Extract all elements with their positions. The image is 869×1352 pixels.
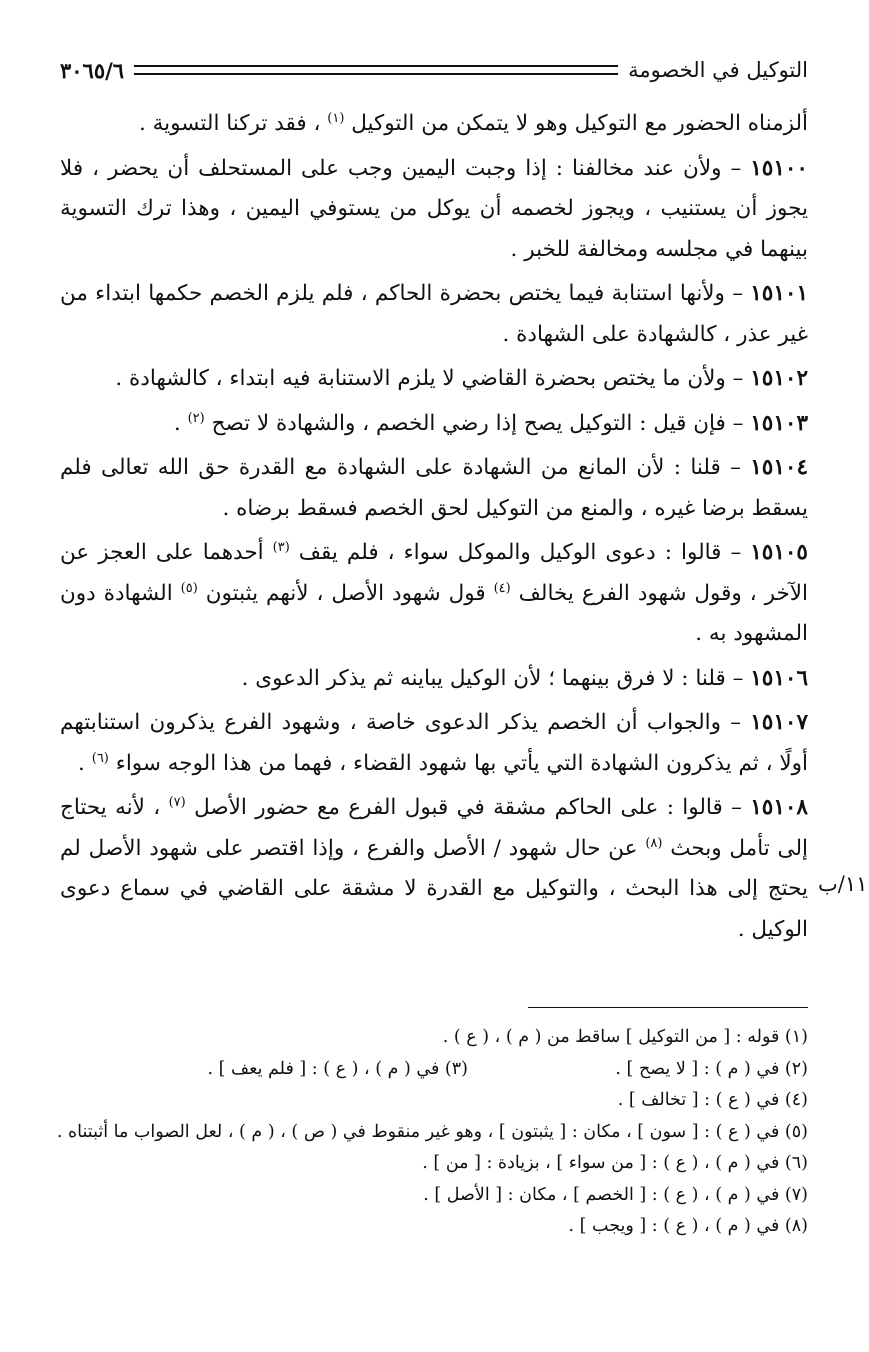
footnote-ref: (٧) [168,794,186,810]
footnote: (٨) في ( م ) ، ( ع ) : [ ويجب ] . [568,1216,808,1236]
paragraph-number: ١٥١٠٨ [750,795,808,820]
footnote: (٧) في ( م ) ، ( ع ) : [ الخصم ] ، مكان : [ الأصل ] . [423,1184,808,1205]
paragraph-number: ١٥١٠٦ [750,665,808,691]
paragraph-number: ١٥١٠١ [750,281,808,306]
footnote-ref: (١) [327,110,345,126]
paragraph-number: ١٥١٠٤ [750,455,808,480]
paragraph-number: ١٥١٠٧ [750,710,808,735]
running-title: التوكيل في الخصومة [628,58,808,82]
paragraph: ١٥١٠٣ – فإن قيل : التوكيل يصح إذا رضي الخصم ، والشهادة لا تصح $^{(٢)}$ . [173,410,808,436]
header-rule [134,65,618,75]
main-text [60,104,808,954]
page-number: ٣٠٦٥/٦ [60,57,125,83]
footnote: (٦) في ( م ) ، ( ع ) : [ من سواء ] ، بزيادة : [ من ] . [422,1153,808,1173]
paragraph: ١٥١٠٥ – قالوا : دعوى الوكيل والموكل سواء ، فلم يقف $^{(٣)}$ أحدهما على العجز عن الآخر ، وقول شهود الفرع يخالف $^{(٤)}$ قول شهود الأصل ، لأنهم يثبتون $^{(٥)}$ الشهادة دون المشهود به . [60,539,809,646]
page-header [60,50,808,90]
paragraph-number: ١٥١٠٣ [750,410,808,436]
footnote-ref: (٨) [645,835,663,851]
paragraph: ألزمناه الحضور مع التوكيل وهو لا يتمكن من التوكيل $^{(١)}$ ، فقد تركنا التسوية . [138,110,808,136]
footnote-ref: (٦) [91,750,109,766]
footnote: (٢) في ( م ) : [ لا يصح ] . [615,1058,808,1079]
footnote-ref: (٣) [272,539,290,555]
paragraph: ١٥١٠٦ – قلنا : لا فرق بينهما ؛ لأن الوكيل يباينه ثم يذكر الدعوى . [241,665,808,691]
manuscript-folio-marker: ١١/ب [818,872,868,896]
paragraph: ١٥١٠٧ – والجواب أن الخصم يذكر الدعوى خاصة ، وشهود الفرع يذكرون استنابتهم أولًا ، ثم يذكرون الشهادة التي يأتي بها شهود القضاء ، فهما من هذا الوجه سواء $^{(٦)}$ . [60,710,808,776]
footnote: (١) قوله : [ من التوكيل ] ساقط من ( م ) ، ( ع ) . [442,1027,808,1047]
paragraph-number: ١٥١٠٠ [750,155,808,181]
footnote: (٥) في ( ع ) : [ سون ] ، مكان : [ يثبتون ] ، وهو غير منقوط في ( ص ) ، ( م ) ، لعل الصواب ما أثبتناه . [56,1121,808,1142]
footnote-ref: (٢) [187,410,205,426]
paragraph: ١٥١٠٤ – قلنا : لأن المانع من الشهادة على الشهادة مع القدرة حق الله تعالى فلم يسقط برضا غيره ، والمنع من التوكيل لحق الخصم فسقط برضاه . [60,455,808,521]
paragraph: ١٥١٠٢ – ولأن ما يختص بحضرة القاضي لا يلزم الاستنابة فيه ابتداء ، كالشهادة . [115,366,808,391]
paragraph: ١٥١٠٠ – ولأن عند مخالفنا : إذا وجبت اليمين وجب على المستحلف أن يحضر ، فلا يجوز أن يستنيب ، ويجوز لخصمه أن يوكل من يستوفي اليمين ، وهذا ترك التسوية بينهما في مجلسه ومخالفة للخبر . [60,155,808,262]
footnote: (٣) في ( م ) ، ( ع ) : [ فلم يعف ] . [207,1058,468,1079]
footnote-row [60,1054,808,1086]
footnote-ref: (٤) [493,580,511,596]
paragraph: ١٥١٠١ – ولأنها استنابة فيما يختص بحضرة الحاكم ، فلم يلزم الخصم حكمها ابتداء من غير عذر ، كالشهادة على الشهادة . [60,281,808,347]
paragraph-number: ١٥١٠٥ [750,540,808,565]
paragraph: ١٥١٠٨ – قالوا : على الحاكم مشقة في قبول الفرع مع حضور الأصل $^{(٧)}$ ، لأنه يحتاج إلى تأمل وبحث $^{(٨)}$ عن حال شهود / الأصل والفرع ، وإذا اقتصر على شهود الأصل لم يحتج إلى هذا البحث ، والتوكيل مع القدرة لا مشقة على القاضي في سماع دعوى الوكيل . [60,794,808,942]
footnote: (٤) في ( ع ) : [ تخالف ] . [617,1090,808,1110]
footnote-separator [528,1007,808,1008]
paragraph-number: ١٥١٠٢ [750,366,808,391]
footnote-ref: (٥) [180,580,198,596]
footnotes [56,1022,808,1243]
